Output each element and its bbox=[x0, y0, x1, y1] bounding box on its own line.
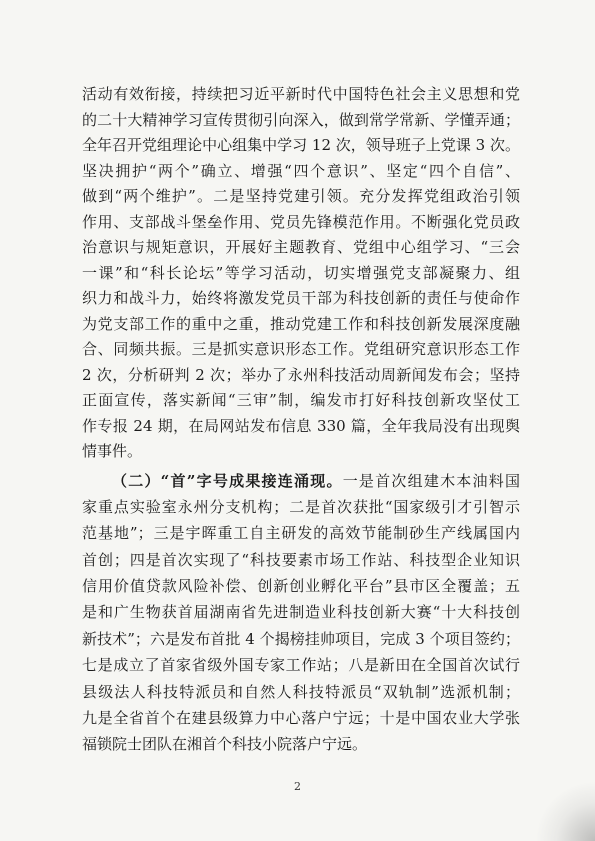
section-heading: （二）“首”字号成果接连涌现。 bbox=[112, 471, 343, 490]
text-line: 作专报 24 期，在局网站发布信息 330 篇，全年我局没有出现舆 bbox=[82, 416, 520, 435]
text-line: 作用、支部战斗堡垒作用、党员先锋模范作用。不断强化党员政 bbox=[82, 212, 520, 231]
text-line: 家重点实验室永州分支机构；二是首次获批“国家级引才引智示 bbox=[82, 497, 520, 516]
text-line: 全年召开党组理论中心组集中学习 12 次，领导班子上党课 3 次。 bbox=[82, 136, 520, 154]
text-line: 织力和战斗力，始终将激发党员干部为科技创新的责任与使命作 bbox=[82, 289, 520, 307]
text-line: 正面宣传，落实新闻“三审”制，编发市打好科技创新攻坚仗工 bbox=[82, 391, 520, 409]
page-number: 2 bbox=[294, 780, 301, 793]
text-line: 合、同频共振。三是抓实意识形态工作。党组研究意识形态工作 bbox=[82, 340, 520, 358]
text-line: 做到“两个维护”。二是坚持党建引领。充分发挥党组政治引领 bbox=[82, 187, 520, 205]
paragraph-firsts-achievements bbox=[82, 468, 520, 758]
body-text bbox=[82, 82, 520, 758]
text-line: 情事件。 bbox=[82, 442, 143, 460]
text-line: 信用价值贷款风险补偿、创新创业孵化平台”县市区全覆盖；五 bbox=[82, 577, 520, 596]
text-line: 的二十大精神学习宣传贯彻引向深入，做到常学常新、学懂弄通； bbox=[82, 110, 520, 129]
text-line: 七是成立了首家省级外国专家工作站；八是新田在全国首次试行 bbox=[82, 656, 520, 675]
text-line: 活动有效衔接，持续把习近平新时代中国特色社会主义思想和党 bbox=[82, 85, 520, 103]
text-line: 县级法人科技特派员和自然人科技特派员“双轨制”选派机制； bbox=[82, 682, 520, 701]
text-line: 新技术”；六是发布首批 4 个揭榜挂帅项目，完成 3 个项目签约； bbox=[82, 629, 520, 648]
text-line: 首创；四是首次实现了“科技要素市场工作站、科技型企业知识 bbox=[82, 550, 520, 569]
text-line: 2 次，分析研判 2 次；举办了永州科技活动周新闻发布会；坚持 bbox=[82, 365, 520, 384]
text-line: 治意识与规矩意识，开展好主题教育、党组中心组学习、“三会 bbox=[82, 238, 520, 256]
section-heading-rest: 一是首次组建木本油料国 bbox=[342, 471, 520, 490]
text-line: 福锁院士团队在湘首个科技小院落户宁远。 bbox=[82, 735, 368, 754]
paragraph-party-building bbox=[82, 82, 520, 465]
text-line bbox=[82, 468, 520, 494]
text-line: 坚决拥护“两个”确立、增强“四个意识”、坚定“四个自信”、 bbox=[82, 161, 520, 180]
scan-shadow-mark bbox=[535, 781, 595, 841]
text-line: 为党支部工作的重中之重，推动党建工作和科技创新发展深度融 bbox=[82, 314, 520, 333]
text-line: 范基地”；三是宇晖重工自主研发的高效节能制砂生产线属国内 bbox=[82, 524, 520, 543]
text-line: 一课”和“科长论坛”等学习活动，切实增强党支部凝聚力、组 bbox=[82, 263, 520, 282]
text-line: 九是全省首个在建县级算力中心落户宁远；十是中国农业大学张 bbox=[82, 709, 520, 728]
text-line: 是和广生物获首届湖南省先进制造业科技创新大赛“十大科技创 bbox=[82, 603, 520, 622]
